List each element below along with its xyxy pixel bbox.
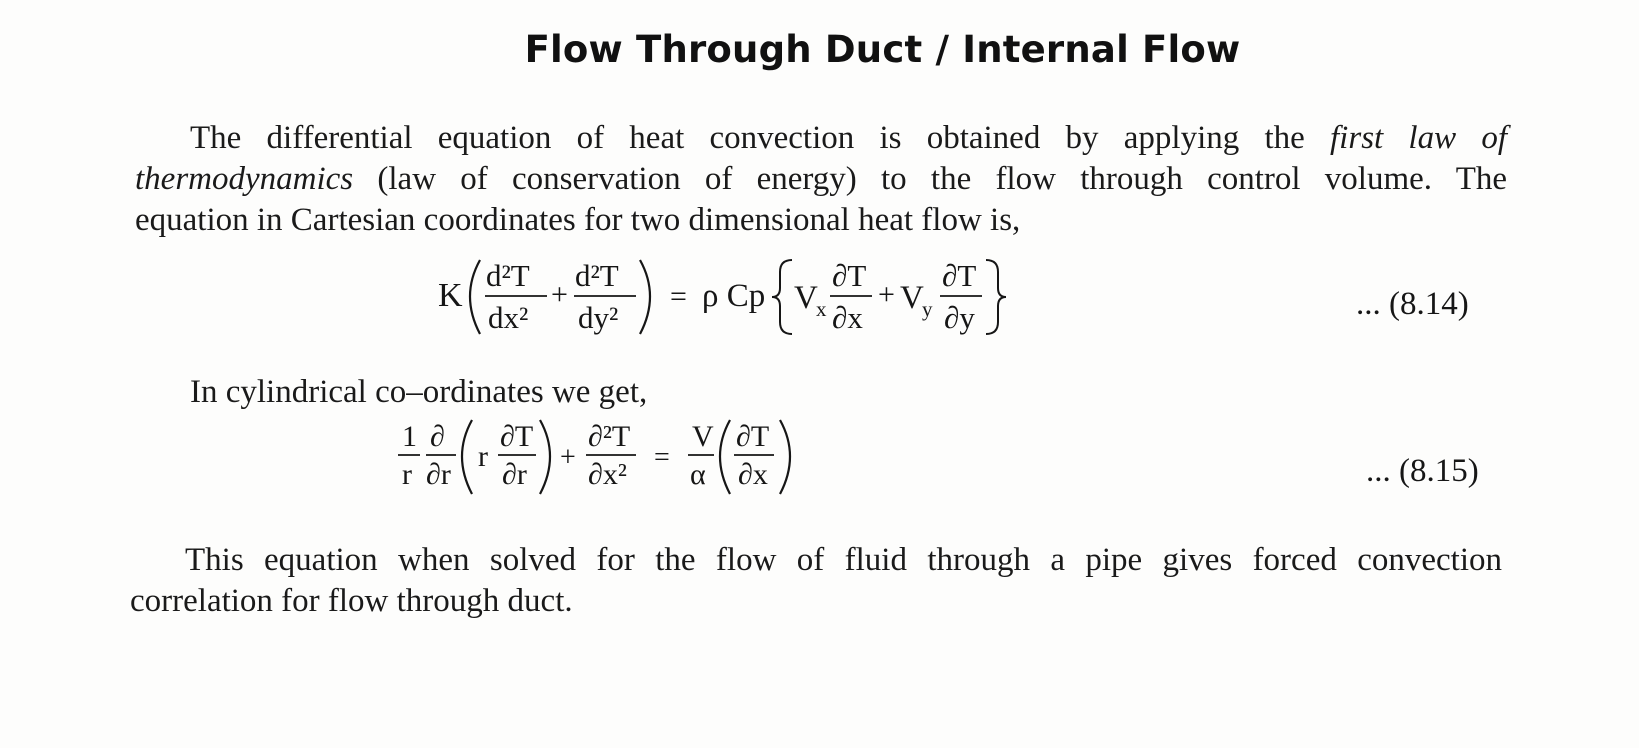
eq1-dx: ∂x — [832, 300, 863, 335]
equation-cartesian — [430, 248, 1030, 349]
cylindrical-intro: In cylindrical co–ordinates we get, — [190, 374, 648, 410]
eq2-one: 1 — [402, 420, 417, 453]
eq1-dy: ∂y — [944, 300, 975, 335]
conclusion-paragraph — [130, 540, 1502, 622]
eq1-right-paren — [640, 260, 650, 334]
intro-paragraph — [135, 118, 1507, 241]
eq1-num2: d²T — [575, 258, 619, 293]
eq1-num1: d²T — [486, 258, 530, 293]
eq2-right-paren — [780, 420, 790, 494]
eq2-plus: + — [560, 442, 576, 473]
eq2-dT: ∂T — [500, 420, 534, 453]
equation-cylindrical — [392, 410, 822, 507]
eq2-r: r — [478, 440, 488, 473]
eq1-left-brace — [772, 260, 792, 334]
eq2-right-paren — [540, 420, 550, 494]
eq2-d2T: ∂²T — [588, 420, 631, 453]
eq2-partial-r: ∂r — [502, 458, 527, 491]
intro-text: (law of conservation of energy) to the flow through control volume. The — [353, 161, 1507, 197]
thermodynamics-emphasis: thermodynamics — [135, 161, 354, 197]
eq2-partial: ∂ — [430, 420, 445, 453]
eq2-r: r — [402, 458, 412, 491]
eq1-vy: V — [900, 280, 924, 316]
page-title: Flow Through Duct / Internal Flow — [524, 28, 1241, 71]
eq1-vx-sub: x — [816, 297, 827, 321]
eq1-den2: dy² — [578, 300, 619, 335]
eq1-den1: dx² — [488, 300, 529, 335]
eq2-dx: ∂x — [738, 458, 768, 491]
intro-text: The differential equation of heat convection is obtained by applying the — [190, 120, 1331, 156]
conclusion-text: This equation when solved for the flow of fluid through a pipe gives forced convection — [185, 542, 1502, 578]
eq2-alpha: α — [690, 458, 706, 491]
eq2-left-paren — [720, 420, 730, 494]
equation-cartesian-graphic — [430, 248, 1030, 344]
equation-number-8-15: ... (8.15) — [1366, 453, 1479, 489]
eq1-vx: V — [794, 280, 818, 316]
eq1-plus: + — [551, 278, 568, 311]
intro-text: equation in Cartesian coordinates for two dimensional heat flow is, — [135, 202, 1021, 238]
eq1-plus: + — [878, 278, 895, 311]
eq2-partial-r: ∂r — [426, 458, 451, 491]
equation-number-8-14: ... (8.14) — [1356, 286, 1469, 322]
eq1-left-paren — [470, 260, 480, 334]
equation-cylindrical-graphic — [392, 410, 822, 502]
eq1-K: K — [438, 277, 463, 314]
eq2-left-paren — [462, 420, 472, 494]
eq1-rho-cp: ρ Cp — [702, 278, 766, 314]
eq1-dT: ∂T — [942, 258, 977, 293]
eq1-dT: ∂T — [832, 258, 867, 293]
eq2-dx2: ∂x² — [588, 458, 627, 491]
first-law-emphasis: first law of — [1330, 120, 1507, 156]
eq2-dT: ∂T — [736, 420, 770, 453]
conclusion-text: correlation for flow through duct. — [130, 583, 573, 619]
eq2-equals: = — [654, 442, 670, 473]
eq1-vy-sub: y — [922, 297, 933, 321]
eq2-V: V — [692, 420, 714, 453]
eq1-right-brace — [986, 260, 1006, 334]
eq1-equals: = — [670, 280, 687, 313]
